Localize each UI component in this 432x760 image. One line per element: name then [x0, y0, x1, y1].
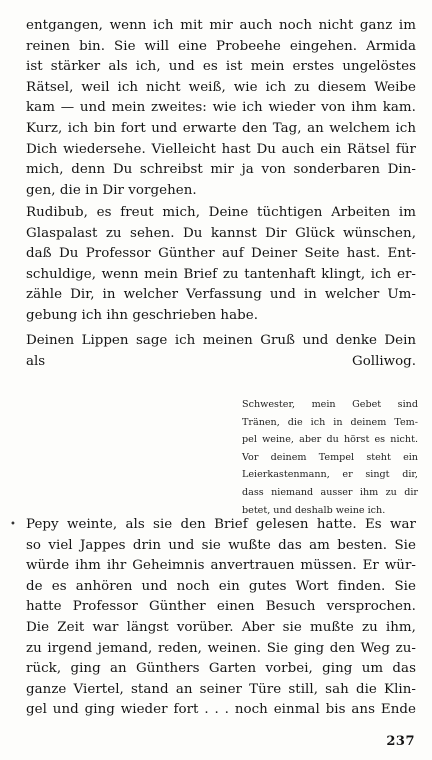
text-line: ganze Viertel, stand an seiner Türe still, sah die Klin-: [26, 681, 416, 697]
poem-line: Tränen, die ich in deinem Tem-: [242, 416, 418, 428]
text-line: gen, die in Dir vorgehen.: [26, 182, 197, 198]
text-line: hatte Professor Günther einen Besuch versprochen.: [26, 599, 416, 615]
poem-line: Leierkastenmann, er singt dir,: [242, 469, 418, 481]
closing-als: als: [26, 353, 46, 369]
page-number: 237: [386, 734, 415, 749]
text-line: reinen bin. Sie will eine Probeehe eingehen. Armida: [26, 38, 416, 54]
text-line: daß Du Professor Günther auf Deiner Seite hast. Ent-: [26, 246, 416, 262]
poem-line: Vor deinem Tempel steht ein: [242, 451, 418, 463]
text-line: entgangen, wenn ich mit mir auch noch nicht ganz im: [26, 18, 416, 33]
text-line: Rätsel, weil ich nicht weiß, wie ich zu diesem Weibe: [26, 79, 416, 95]
text-line: so viel Jappes drin und sie wußte das am besten. Sie: [26, 537, 416, 553]
text-line: würde ihm ihr Geheimnis anvertrauen müssen. Er wür-: [26, 558, 416, 574]
letter-paragraph-2: [26, 203, 416, 327]
letter-paragraph-1: [26, 16, 416, 201]
text-line: Dich wiedersehe. Vielleicht hast Du auch ein Rätsel für: [26, 141, 416, 157]
text-line: Kurz, ich bin fort und erwarte den Tag, an welchem ich: [26, 120, 416, 136]
signature-row: [26, 352, 416, 373]
text-line: gebung ich ihn geschrieben habe.: [26, 307, 259, 323]
text-line: schuldige, wenn mein Brief zu tantenhaft klingt, ich er-: [26, 266, 416, 282]
text-line: ist stärker als ich, und es ist mein erstes ungelöstes: [26, 59, 416, 75]
text-line: rück, ging an Günthers Garten vorbei, ging um das: [26, 661, 416, 677]
text-line: mich, denn Du schreibst mir ja von sonderbaren Din-: [26, 162, 416, 178]
text-line: Glaspalast zu sehen. Du kannst Dir Glück wünschen,: [26, 225, 416, 241]
text-line: de es anhören und noch ein gutes Wort finden. Sie: [26, 578, 416, 594]
poem-line: pel weine, aber du hörst es nicht.: [242, 434, 418, 446]
text-line: zu irgend jemand, reden, weinen. Sie ging den Weg zu-: [26, 640, 416, 656]
text-line: Pepy weinte, als sie den Brief gelesen hatte. Es war: [26, 517, 416, 532]
text-line: kam — und mein zweites: wie ich wieder von ihm kam.: [26, 100, 416, 116]
narrative-paragraph: [26, 515, 416, 721]
closing-line: [26, 331, 416, 352]
closing-text: Deinen Lippen sage ich meinen Gruß und denke Dein: [26, 333, 416, 348]
text-line: Die Zeit war längst vorüber. Aber sie mußte zu ihm,: [26, 619, 416, 635]
poem-block: [242, 396, 418, 519]
letter-closing: [26, 331, 416, 372]
text-line: zähle Dir, in welcher Verfassung und in welcher Um-: [26, 287, 416, 303]
poem-line: dass niemand ausser ihm zu dir: [242, 486, 418, 498]
text-line: Rudibub, es freut mich, Deine tüchtigen Arbeiten im: [26, 205, 416, 220]
text-line: gel und ging wieder fort . . . noch einmal bis ans Ende: [26, 702, 416, 718]
poem-line: Schwester, mein Gebet sind: [242, 399, 418, 410]
margin-dot: •: [10, 519, 16, 530]
signature: Golliwog.: [352, 353, 416, 369]
poem-line: betet, und deshalb weine ich.: [242, 504, 386, 516]
